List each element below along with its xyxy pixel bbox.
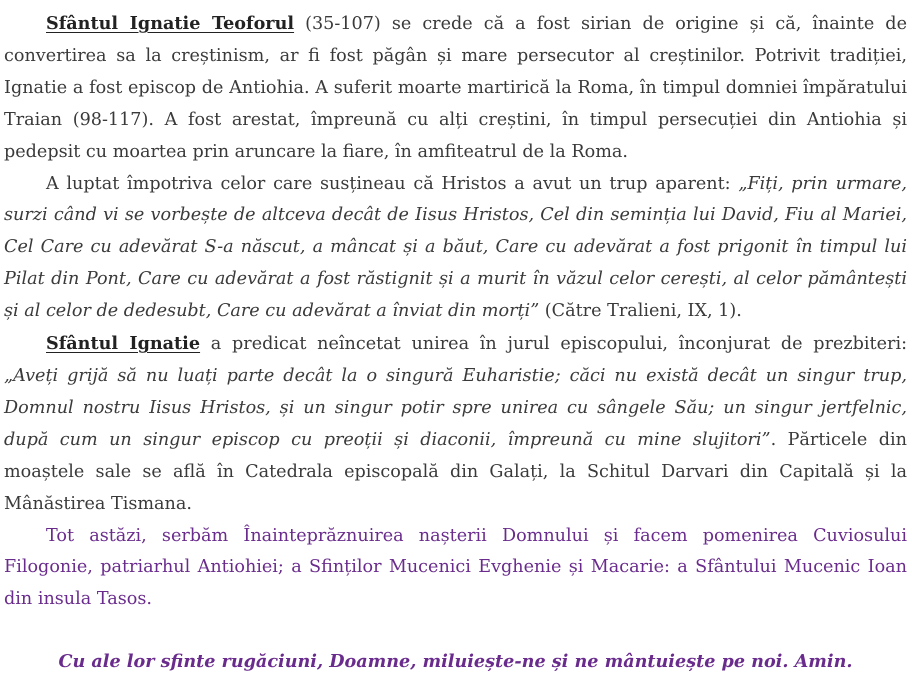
closing-prayer: Cu ale lor sfinte rugăciuni, Doamne, miluiește-ne și ne mântuiește pe noi. Amin. — [58, 651, 853, 673]
teaching-citation: (Către Tralieni, IX, 1). — [539, 301, 742, 322]
saint-name-short: Sfântul Ignatie — [46, 333, 201, 355]
unity-intro: a predicat neîncetat unirea în jurul episcopului, înconjurat de prezbiteri: — [200, 334, 907, 355]
saint-name-heading: Sfântul Ignatie Teoforul — [46, 13, 295, 34]
paragraph-unity — [4, 328, 907, 520]
teaching-intro: A luptat împotriva celor care susțineau că Hristos a avut un trup aparent: — [46, 173, 739, 194]
relics-text: . Părticele din moaștele sale se află în Catedrala episcopală din Galați, la Schitul Darvari din Capitală și la Mânăstirea Tismana. — [4, 429, 907, 514]
unity-quote: „Aveți grijă să nu luați parte decât la o singură Euharistie; căci nu există decât un singur trup, Domnul nostru Iisus Hristos, și un singur potir spre unirea cu sângele Său; un singur jertfelnic, după cum un singur episcop cu preoții și diaconii, împreună cu mine slujitori” — [4, 365, 907, 450]
paragraph-teaching — [4, 169, 907, 329]
paragraph-biography — [4, 8, 907, 169]
teaching-quote: „Fiți, prin urmare, surzi când vi se vorbește de altceva decât de Iisus Hristos, Cel din seminția lui David, Fiu al Mariei, Cel Care cu adevărat S-a născut, a mâncat și a băut, Care cu adevărat a fost prigonit în timpul lui Pilat din Pont, Care cu adevărat a fost răstignit și a murit în văzul celor cerești, al celor pământești și al celor de dedesubt, Care cu adevărat a înviat din morți” — [4, 173, 907, 322]
paragraph-commemorations: Tot astăzi, serbăm Înainteprăznuirea nașterii Domnului și facem pomenirea Cuviosului Filogonie, patriarhul Antiohiei; a Sfinților Mucenici Evghenie și Macarie: a Sfântului Mucenic Ioan din insula Tasos. — [4, 525, 907, 610]
biography-text: (35-107) se crede că a fost sirian de origine și că, înainte de convertirea sa la creștinism, ar fi fost păgân și mare persecutor al creștinilor. Potrivit tradiției, Ignatie a fost episcop de Antiohia. A suferit moarte martirică la Roma, în timpul domniei împăratului Traian (98-117). A fost arestat, împreună cu alți creștini, în timpul persecuției din Antiohia și pedepsit cu moartea prin aruncare la fiare, în amfiteatrul de la Roma. — [4, 14, 907, 162]
document-body — [4, 8, 907, 678]
